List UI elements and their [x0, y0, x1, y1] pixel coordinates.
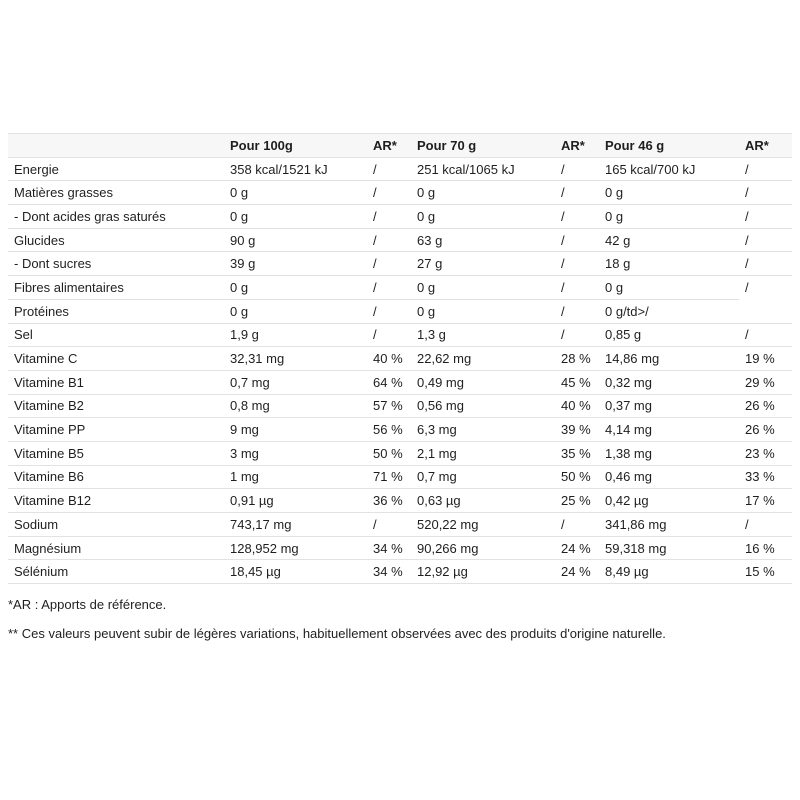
- nutrition-table-header: [8, 134, 792, 158]
- row-label: Glucides: [8, 228, 224, 252]
- footnotes: [8, 598, 792, 642]
- row-label: Protéines: [8, 299, 224, 323]
- value-cell: 0 g: [599, 181, 739, 205]
- value-cell: 9 mg: [224, 418, 367, 442]
- ar-cell: /: [367, 252, 411, 276]
- value-cell: 0,63 µg: [411, 489, 555, 513]
- value-cell: 0,56 mg: [411, 394, 555, 418]
- ar-footnote: *AR : Apports de référence.: [8, 597, 167, 613]
- value-cell: 520,22 mg: [411, 513, 555, 537]
- table-row: [8, 347, 792, 371]
- value-cell: 1,9 g: [224, 323, 367, 347]
- value-cell: 27 g: [411, 252, 555, 276]
- value-cell: 18,45 µg: [224, 560, 367, 584]
- header-cell-empty: [8, 134, 224, 158]
- ar-cell: 50 %: [555, 465, 599, 489]
- row-label: Matières grasses: [8, 181, 224, 205]
- row-label: Vitamine B1: [8, 370, 224, 394]
- table-row: [8, 228, 792, 252]
- value-cell: 32,31 mg: [224, 347, 367, 371]
- ar-cell: 26 %: [739, 394, 792, 418]
- value-cell: 6,3 mg: [411, 418, 555, 442]
- header-cell: Pour 100g: [224, 134, 367, 158]
- table-row: [8, 489, 792, 513]
- row-label: Vitamine B2: [8, 394, 224, 418]
- ar-cell: /: [367, 228, 411, 252]
- value-cell: 0 g: [599, 205, 739, 229]
- row-label: Vitamine B12: [8, 489, 224, 513]
- value-cell: 42 g: [599, 228, 739, 252]
- row-label: Vitamine B6: [8, 465, 224, 489]
- value-cell: 0 g: [224, 181, 367, 205]
- table-row: [8, 560, 792, 584]
- value-cell: 0 g: [224, 276, 367, 300]
- value-cell: 0 g: [411, 181, 555, 205]
- row-label: Sel: [8, 323, 224, 347]
- value-cell: 165 kcal/700 kJ: [599, 157, 739, 181]
- ar-cell: /: [367, 299, 411, 323]
- ar-cell: /: [745, 279, 749, 295]
- ar-cell: 15 %: [739, 560, 792, 584]
- value-cell: 1 mg: [224, 465, 367, 489]
- row-label: Vitamine C: [8, 347, 224, 371]
- ar-cell: 56 %: [367, 418, 411, 442]
- header-cell: AR*: [367, 134, 411, 158]
- ar-cell: 35 %: [555, 441, 599, 465]
- ar-cell: /: [739, 252, 792, 276]
- value-cell: 0 g/td>/: [599, 299, 739, 323]
- row-label: Sodium: [8, 513, 224, 537]
- ar-cell: /: [739, 513, 792, 537]
- table-row: [8, 536, 792, 560]
- table-row: [8, 157, 792, 181]
- table-row: [8, 513, 792, 537]
- value-cell: 0,8 mg: [224, 394, 367, 418]
- value-cell: 59,318 mg: [599, 536, 739, 560]
- table-row: [8, 394, 792, 418]
- ar-cell: 50 %: [367, 441, 411, 465]
- table-row: [8, 299, 792, 323]
- value-cell: 251 kcal/1065 kJ: [411, 157, 555, 181]
- ar-cell: 16 %: [739, 536, 792, 560]
- ar-cell: /: [555, 181, 599, 205]
- nutrition-table-body: [8, 157, 792, 583]
- ar-cell: 29 %: [739, 370, 792, 394]
- ar-cell: 24 %: [555, 560, 599, 584]
- ar-cell: /: [555, 157, 599, 181]
- row-label: Energie: [8, 157, 224, 181]
- ar-cell: /: [555, 323, 599, 347]
- value-cell: 14,86 mg: [599, 347, 739, 371]
- row-label: Vitamine B5: [8, 441, 224, 465]
- value-cell: 8,49 µg: [599, 560, 739, 584]
- table-row: [8, 323, 792, 347]
- value-cell: 2,1 mg: [411, 441, 555, 465]
- value-cell: 63 g: [411, 228, 555, 252]
- ar-cell: /: [555, 513, 599, 537]
- value-cell: 4,14 mg: [599, 418, 739, 442]
- ar-cell: 71 %: [367, 465, 411, 489]
- ar-cell: /: [739, 181, 792, 205]
- value-cell: 358 kcal/1521 kJ: [224, 157, 367, 181]
- ar-cell: /: [739, 228, 792, 252]
- value-cell: 90 g: [224, 228, 367, 252]
- row-label: Vitamine PP: [8, 418, 224, 442]
- value-cell: 12,92 µg: [411, 560, 555, 584]
- value-cell: 0 g: [411, 276, 555, 300]
- ar-cell: 40 %: [367, 347, 411, 371]
- ar-cell: /: [739, 205, 792, 229]
- table-row: [8, 465, 792, 489]
- value-cell: 1,3 g: [411, 323, 555, 347]
- ar-cell: /: [555, 299, 599, 323]
- value-cell: 0 g: [411, 205, 555, 229]
- ar-cell: /: [739, 157, 792, 181]
- header-cell: Pour 70 g: [411, 134, 555, 158]
- ar-cell: 33 %: [739, 465, 792, 489]
- value-cell: 0,7 mg: [411, 465, 555, 489]
- ar-cell: 64 %: [367, 370, 411, 394]
- ar-cell: /: [555, 252, 599, 276]
- header-cell: AR*: [555, 134, 599, 158]
- value-cell: 22,62 mg: [411, 347, 555, 371]
- row-label: Fibres alimentaires: [8, 276, 224, 300]
- ar-cell: /: [555, 276, 599, 300]
- table-row: [8, 418, 792, 442]
- table-row: [8, 252, 792, 276]
- ar-cell: 39 %: [555, 418, 599, 442]
- value-cell: 0 g: [224, 299, 367, 323]
- header-cell: AR*: [739, 134, 792, 158]
- table-row: [8, 441, 792, 465]
- value-cell: 128,952 mg: [224, 536, 367, 560]
- ar-cell: 28 %: [555, 347, 599, 371]
- nutrition-table-container: [8, 133, 792, 584]
- value-cell: 0 g: [599, 276, 739, 300]
- row-label: Magnésium: [8, 536, 224, 560]
- ar-cell: /: [555, 228, 599, 252]
- ar-cell: /: [367, 513, 411, 537]
- row-label: - Dont acides gras saturés: [8, 205, 224, 229]
- value-cell: 0,91 µg: [224, 489, 367, 513]
- ar-cell: 17 %: [739, 489, 792, 513]
- ar-cell: /: [367, 276, 411, 300]
- row-label: - Dont sucres: [8, 252, 224, 276]
- ar-cell: /: [367, 323, 411, 347]
- variation-footnote: ** Ces valeurs peuvent subir de légères variations, habituellement observées avec des produits d'origine naturelle.: [8, 626, 666, 641]
- value-cell: 0,32 mg: [599, 370, 739, 394]
- table-row: [8, 370, 792, 394]
- ar-cell: 34 %: [367, 560, 411, 584]
- value-cell: 0 g: [224, 205, 367, 229]
- value-cell: 90,266 mg: [411, 536, 555, 560]
- ar-cell: /: [739, 323, 792, 347]
- ar-cell: [739, 299, 792, 323]
- value-cell: 0,37 mg: [599, 394, 739, 418]
- value-cell: 0,49 mg: [411, 370, 555, 394]
- value-cell: 39 g: [224, 252, 367, 276]
- header-row: [8, 134, 792, 158]
- ar-cell: /: [367, 181, 411, 205]
- value-cell: 1,38 mg: [599, 441, 739, 465]
- value-cell: 3 mg: [224, 441, 367, 465]
- ar-cell: 26 %: [739, 418, 792, 442]
- value-cell: 0,42 µg: [599, 489, 739, 513]
- value-cell: 0,85 g: [599, 323, 739, 347]
- value-cell: 18 g: [599, 252, 739, 276]
- value-cell: 0,46 mg: [599, 465, 739, 489]
- header-cell: Pour 46 g: [599, 134, 739, 158]
- ar-cell: 25 %: [555, 489, 599, 513]
- value-cell: 0,7 mg: [224, 370, 367, 394]
- ar-cell: 24 %: [555, 536, 599, 560]
- ar-cell: 36 %: [367, 489, 411, 513]
- ar-cell: 57 %: [367, 394, 411, 418]
- value-cell: 0 g: [411, 299, 555, 323]
- ar-cell: /: [367, 205, 411, 229]
- ar-cell: 19 %: [739, 347, 792, 371]
- value-cell: 743,17 mg: [224, 513, 367, 537]
- table-row: [8, 205, 792, 229]
- ar-cell: /: [555, 205, 599, 229]
- table-row: [8, 276, 792, 300]
- ar-cell: 23 %: [739, 441, 792, 465]
- ar-cell: 40 %: [555, 394, 599, 418]
- nutrition-table: [8, 133, 792, 584]
- ar-cell: 45 %: [555, 370, 599, 394]
- row-label: Sélénium: [8, 560, 224, 584]
- ar-cell: /: [367, 157, 411, 181]
- table-row: [8, 181, 792, 205]
- value-cell: 341,86 mg: [599, 513, 739, 537]
- ar-cell: 34 %: [367, 536, 411, 560]
